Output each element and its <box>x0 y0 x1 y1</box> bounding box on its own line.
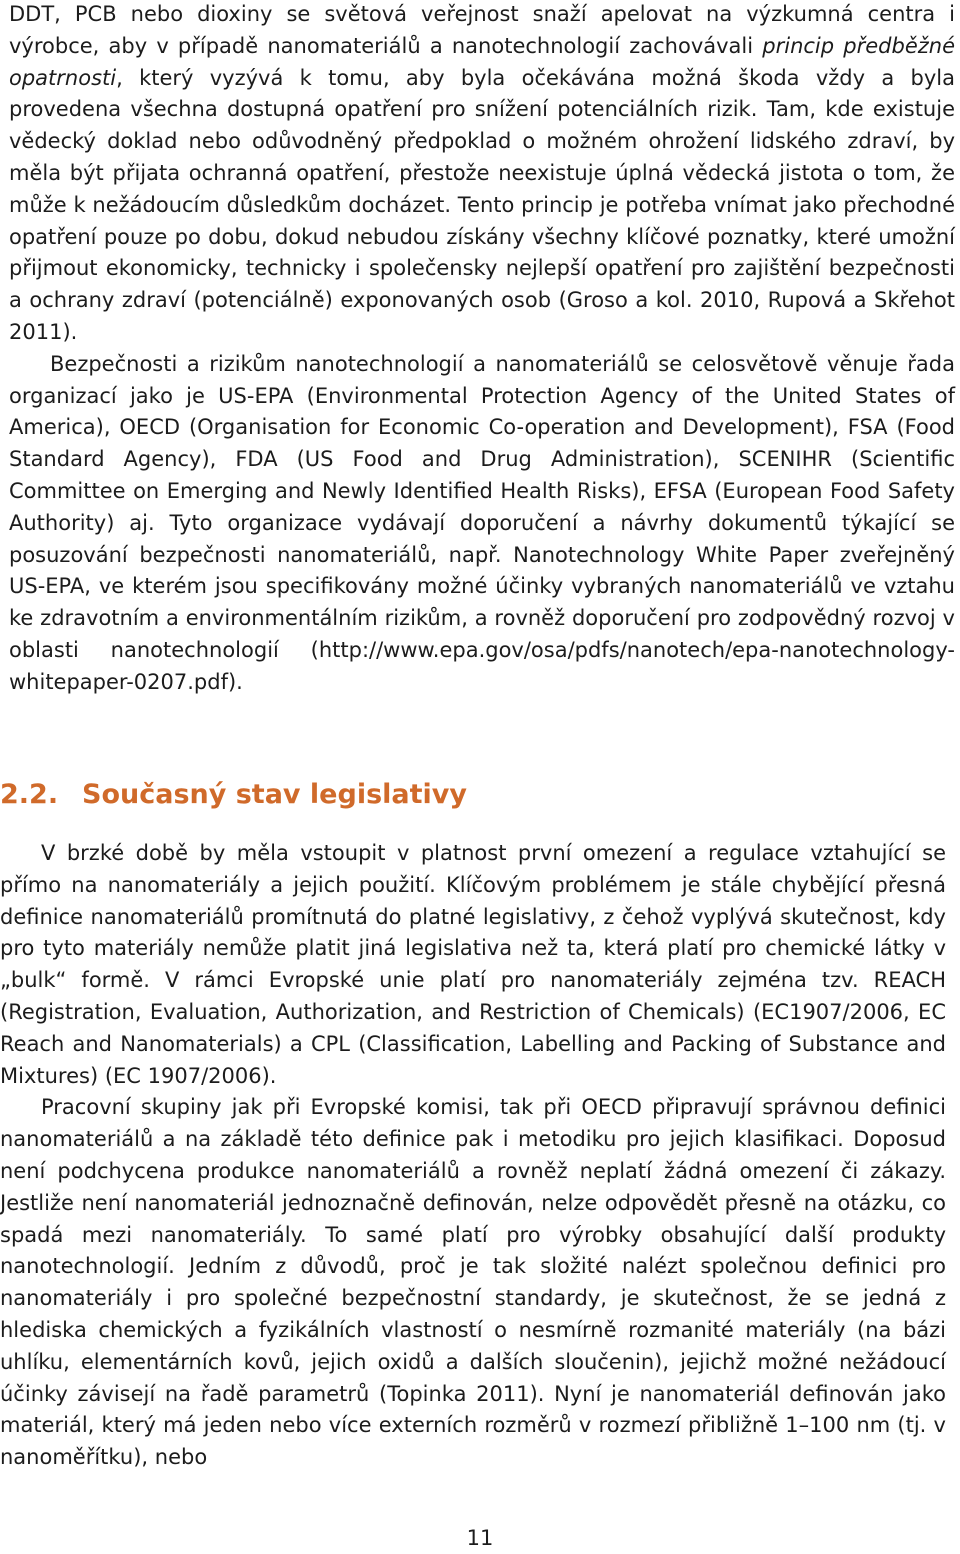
section-legislation-body <box>0 838 946 1474</box>
precaution-principle-term: princip předběžné opatrnosti <box>9 33 955 90</box>
paragraph-precaution-start: DDT, PCB nebo dioxiny se světová veřejnost snaží apelovat na výzkumná centra i výrobce, aby v případě nanomateriálů a nanotechnologií zachovávali <box>9 2 955 58</box>
paragraph-precaution <box>9 0 955 349</box>
paragraph-legislation: V brzké době by měla vstoupit v platnost první omezení a regulace vztahující se přímo na nanomateriály a jejich použití. Klíčovým problémem je stále chybějící přesná definice nanomateriálů promítnutá do platné legislativy, z čehož vyplývá skutečnost, kdy pro tyto materiály nemůže platit jiná legislativa než ta, která platí pro chemické látky v „bulk“ formě. V rámci Evropské unie platí pro nanomateriály zejména tzv. REACH (Registration, Evaluation, Authorization, and Restriction of Chemicals) (EC1907/2006, EC Reach and Nanomaterials) a CPL (Classification, Labelling and Packing of Substance and Mixtures) (EC 1907/2006). <box>0 841 946 1088</box>
section-heading <box>0 779 467 810</box>
section-number: 2.2. <box>0 779 59 810</box>
paragraph-precaution-rest: , který vyzývá k tomu, aby byla očekávána možná škoda vždy a byla provedena všechna dostupná opatření pro snížení potenciálních rizik. Tam, kde existuje vědecký doklad nebo odůvodněný předpoklad o možném ohrožení lidského zdraví, by měla být přijata ochranná opatření, přestože neexistuje úplná vědecká jistota o tom, že může k nežádoucím důsledkům docházet. Tento princip je potřeba vnímat jako přechodné opatření pouze po dobu, dokud nebudou získány všechny klíčové poznatky, které umožní přijmout ekonomicky, technicky i společensky nejlepší opatření pro zajištění bezpečnosti a ochrany zdraví (potenciálně) exponovaných osob (Groso a kol. 2010, Rupová a Skřehot 2011). <box>9 65 955 344</box>
paragraph-working-groups: Pracovní skupiny jak při Evropské komisi, tak při OECD připravují správnou definici nanomateriálů a na základě této definice pak i metodiku pro jejich klasifikaci. Doposud není podchycena produkce nanomateriálů a rovněž neplatí žádná omezení či zákazy. Jestliže není nanomateriál jednoznačně definován, nelze odpovědět přesně na otázku, co spadá mezi nanomateriály. To samé platí pro výrobky obsahující další produkty nanotechnologií. Jedním z důvodů, proč je tak složité nalézt společnou definici pro nanomateriály i pro společné bezpečnostní standardy, je skutečnost, že se jedná z hlediska chemických a fyzikálních vlastností o nesmírně rozmanité materiály (na bázi uhlíku, elementárních kovů, jejich oxidů a dalších sloučenin), jejichž možné nežádoucí účinky závisejí na řadě parametrů (Topinka 2011). Nyní je nanomateriál definován jako materiál, který má jeden nebo více externích rozměrů v rozmezí přibližně 1–100 nm (tj. v nanoměřítku), nebo <box>0 1095 946 1470</box>
document-page <box>9 0 955 699</box>
page-number: 11 <box>466 1526 494 1550</box>
paragraph-organizations: Bezpečnosti a rizikům nanotechnologií a nanomateriálů se celosvětově věnuje řada organizací jako je US-EPA (Environmental Protection Agency of the United States of America), OECD (Organisation for Economic Co-operation and Development), FSA (Food Standard Agency), FDA (US Food and Drug Administration), SCENIHR (Scientific Committee on Emerging and Newly Identified Health Risks), EFSA (European Food Safety Authority) aj. Tyto organizace vydávají doporučení a návrhy dokumentů týkající se posuzování bezpečnosti nanomateriálů, např. Nanotechnology White Paper zveřejněný US-EPA, ve kterém jsou specifikovány možné účinky vybraných nanomateriálů ve vztahu ke zdravotním a environmentálním rizikům, a rovněž doporučení pro zodpovědný rozvoj v oblasti nanotechnologií (http://www.epa.gov/osa/pdfs/nanotech/epa-nanotechnology-whitepaper-0207.pdf). <box>9 351 955 694</box>
section-title: Současný stav legislativy <box>82 779 467 810</box>
